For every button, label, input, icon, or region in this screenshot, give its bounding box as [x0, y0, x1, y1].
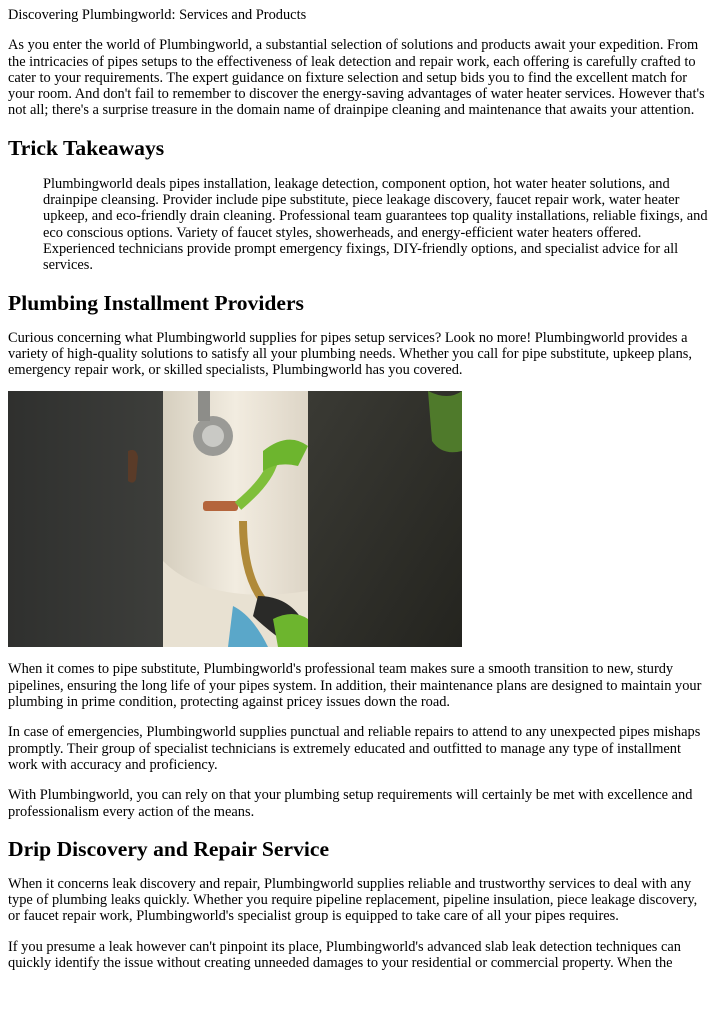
- takeaways-blockquote: Plumbingworld deals pipes installation, leakage detection, component option, hot water heater solutions, and drainpipe cleansing. Provider include pipe substitute, piece leakage discovery, faucet repair work, water heater upkeep, and eco-friendly drain cleaning. Professional team guarantees top quality installations, reliable fixings, and eco conscious options. Variety of faucet styles, showerheads, and energy-efficient water heaters offered. Experienced technicians provide prompt emergency fixings, DIY-friendly options, and specialist advice for all services.: [43, 175, 708, 274]
- installation-paragraph-1: Curious concerning what Plumbingworld supplies for pipes setup services? Look no more! Plumbingworld provides a variety of high-quality solutions to satisfy all your plumbing needs. Whether you call for pipe substitute, upkeep plans, emergency repair work, or skilled specialists, Plumbingworld has you covered.: [8, 329, 692, 379]
- plumbing-photo: [8, 391, 462, 647]
- installation-paragraph-4: With Plumbingworld, you can rely on that your plumbing setup requirements will certainly be met with excellence and professionalism every action of the means.: [8, 787, 693, 820]
- takeaways-heading: Trick Takeaways: [8, 135, 165, 160]
- leak-paragraph-1: When it concerns leak discovery and repair, Plumbingworld supplies reliable and trustworthy services to deal with any type of plumbing leaks quickly. Whether you require pipeline replacement, pipeline insulation, piece leakage discovery, or faucet repair work, Plumbingworld's specialist group is equipped to take care of all your pipes requires.: [8, 875, 698, 925]
- leak-heading: Drip Discovery and Repair Service: [8, 836, 330, 861]
- document-title: Discovering Plumbingworld: Services and Products: [8, 7, 307, 23]
- leak-paragraph-2: If you presume a leak however can't pinpoint its place, Plumbingworld's advanced slab leak detection techniques can quickly identify the issue without creating unneeded damages to your residential or commercial property. When the: [8, 938, 681, 972]
- installation-paragraph-3: In case of emergencies, Plumbingworld supplies punctual and reliable repairs to attend to any unexpected pipes mishaps promptly. Their group of specialist technicians is extremely educated and outfitted to manage any type of installment work with accuracy and proficiency.: [8, 724, 701, 773]
- installation-heading: Plumbing Installment Providers: [8, 290, 304, 315]
- installation-paragraph-2: When it comes to pipe substitute, Plumbingworld's professional team makes sure a smooth transition to new, sturdy pipelines, ensuring the long life of your pipes system. In addition, their maintenance plans are designed to maintain your plumbing in prime condition, protecting against pricey issues down the road.: [8, 661, 702, 711]
- intro-paragraph: As you enter the world of Plumbingworld, a substantial selection of solutions and products await your expedition. From the intricacies of pipes setups to the effectiveness of leak detection and repair work, each offering is carefully crafted to cater to your requirements. The expert guidance on fixture selection and setup bids you to find the excellent match for your room. And don't fail to remember to discover the energy-saving advantages of water heater services. However that's not all; there's a surprise treasure in the domain name of drainpipe cleaning and maintenance that awaits your attention.: [8, 37, 705, 119]
